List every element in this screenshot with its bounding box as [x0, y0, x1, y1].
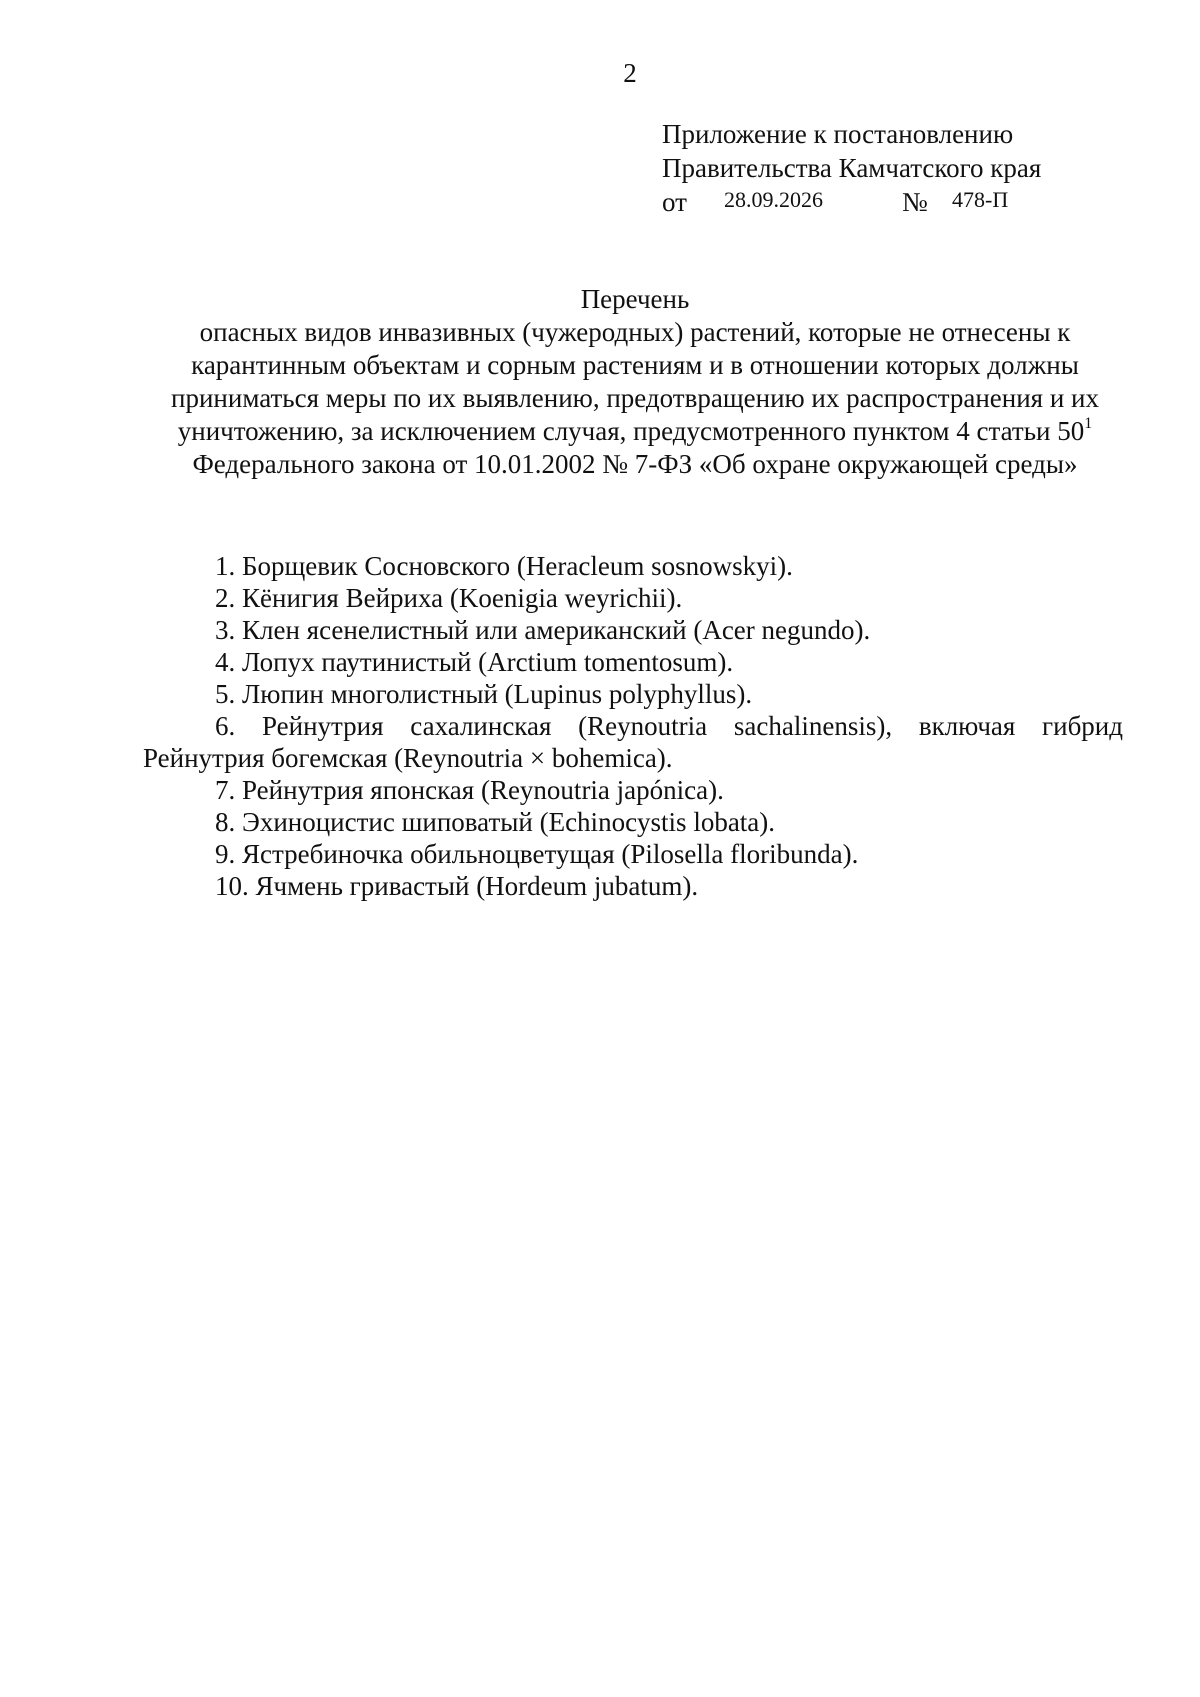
list-item: 4. Лопух паутинистый (Arctium tomentosum).	[215, 647, 734, 677]
heading-superscript: 1	[1084, 415, 1093, 432]
appendix-line-1: Приложение к постановлению	[662, 119, 1014, 149]
appendix-header	[662, 117, 1041, 219]
resolution-date: 28.09.2026	[724, 187, 823, 212]
page-number: 2	[623, 58, 637, 88]
list-item: 3. Клен ясенелистный или американский (Acer negundo).	[215, 615, 871, 645]
heading-subtitle	[140, 316, 1130, 481]
list-item: 10. Ячмень гривастый (Hordeum jubatum).	[215, 871, 699, 901]
list-item: 2. Кёнигия Вейриха (Koenigia weyrichii).	[215, 583, 683, 613]
heading-subtitle-main: опасных видов инвазивных (чужеродных) растений, которые не отнесены к карантинным объектам и сорным растениям и в отношении которых должны приниматься меры по их выявлению, предотвращению их распространения и их уничтожению, за исключением случая, предусмотренного пунктом 4 статьи 50	[171, 317, 1099, 446]
from-label: от	[662, 187, 687, 217]
list-item: 6. Рейнутрия сахалинская (Reynoutria sachalinensis), включая гибрид Рейнутрия богемская (Reynoutria × bohemica).	[143, 711, 1123, 773]
heading-title: Перечень	[580, 284, 690, 314]
list-item: 9. Ястребиночка обильноцветущая (Pilosella floribunda).	[215, 839, 859, 869]
document-heading	[140, 283, 1130, 481]
list-item: 7. Рейнутрия японская (Reynoutria japónica).	[215, 775, 724, 805]
number-sign: №	[902, 187, 928, 217]
list-item: 8. Эхиноцистис шиповатый (Echinocystis lobata).	[215, 807, 776, 837]
list-item: 5. Люпин многолистный (Lupinus polyphyllus).	[215, 679, 753, 709]
list-item: 1. Борщевик Сосновского (Heracleum sosnowskyi).	[215, 551, 793, 581]
species-list	[143, 550, 1123, 902]
resolution-number: 478-П	[952, 187, 1009, 212]
appendix-line-2: Правительства Камчатского края	[662, 153, 1042, 183]
appendix-reference	[662, 185, 1041, 219]
heading-subtitle-tail: Федерального закона от 10.01.2002 № 7-ФЗ «Об охране окружающей среды»	[192, 449, 1078, 479]
